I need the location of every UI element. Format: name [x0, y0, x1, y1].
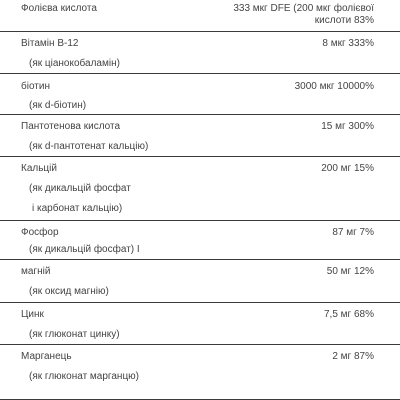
nutrient-amount: 8 мкг 333% — [322, 38, 374, 49]
nutrient-amount: 3000 мкг 10000% — [294, 81, 374, 92]
nutrient-amount: 200 мг 15% — [321, 163, 374, 174]
nutrient-row-biotin — [0, 73, 400, 114]
nutrient-source: (як глюконат марганцю) — [29, 371, 139, 382]
nutrient-source: (як оксид магнію) — [29, 286, 109, 297]
nutrient-source: (як d-пантотенат кальцію) — [29, 141, 149, 152]
nutrient-amount: 50 мг 12% — [326, 266, 374, 277]
nutrient-name: Пантотенова кислота — [21, 121, 121, 132]
nutrient-source: (як ціанокобаламін) — [29, 58, 120, 69]
nutrient-source: (як глюконат цинку) — [29, 329, 120, 340]
nutrient-row-phosphorus — [0, 220, 400, 259]
nutrient-name: Марганець — [21, 351, 72, 362]
nutrient-amount: 15 мг 300% — [321, 121, 374, 132]
nutrient-row-folic-acid — [0, 0, 400, 31]
nutrient-amount-line-1: 333 мкг DFE (200 мкг фолієвої — [233, 3, 374, 14]
nutrient-amount: 87 мг 7% — [332, 227, 374, 238]
nutrient-name: Кальцій — [21, 163, 57, 174]
nutrient-amount: 7,5 мг 68% — [324, 309, 374, 320]
nutrient-amount-line-2: кислоти 83% — [314, 15, 374, 26]
nutrient-name: магній — [21, 266, 51, 277]
nutrient-row-zinc — [0, 302, 400, 344]
nutrient-name: Вітамін B-12 — [21, 38, 79, 49]
nutrient-source: (як дикальцій фосфат) I — [29, 244, 140, 255]
nutrient-name: Фолієва кислота — [21, 3, 97, 14]
nutrient-name: Цинк — [21, 309, 44, 320]
nutrient-row-calcium — [0, 156, 400, 220]
nutrient-source: (як d-біотин) — [29, 100, 87, 111]
nutrient-amount — [233, 3, 374, 27]
nutrient-source: (як дикальцій фосфат — [29, 183, 131, 194]
nutrient-row-manganese — [0, 344, 400, 400]
nutrient-row-pantothenic-acid — [0, 114, 400, 156]
nutrient-row-magnesium — [0, 259, 400, 302]
nutrient-name: біотин — [21, 81, 50, 92]
nutrient-source: і карбонат кальцію) — [32, 203, 123, 214]
nutrient-name: Фосфор — [21, 227, 59, 238]
nutrient-row-vitamin-b12 — [0, 31, 400, 73]
nutrient-amount: 2 мг 87% — [332, 351, 374, 362]
